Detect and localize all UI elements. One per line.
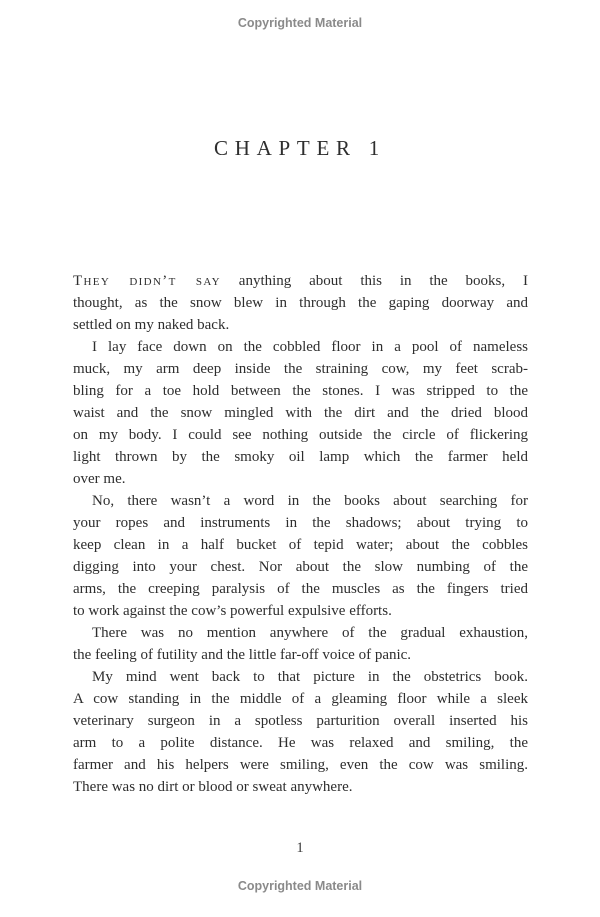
text-line: on my body. I could see nothing outside the circle of flickering (73, 427, 528, 443)
text-line: to work against the cow’s powerful expulsive efforts. (73, 603, 392, 619)
text-line: There was no dirt or blood or sweat anywhere. (73, 779, 353, 795)
smallcaps-opener: They didn’t say (73, 273, 221, 289)
text-line: over me. (73, 471, 126, 487)
text-line-rest: anything about this in the books, I (238, 273, 528, 289)
page-body-text (73, 270, 528, 798)
paragraph (73, 666, 528, 798)
text-line: digging into your chest. Nor about the slow numbing of the (73, 559, 528, 575)
copyright-banner-top: Copyrighted Material (237, 16, 363, 30)
text-line: There was no mention anywhere of the gradual exhaustion, (92, 625, 528, 641)
text-line: keep clean in a half bucket of tepid water; about the cobbles (73, 537, 528, 553)
text-line: arms, the creeping paralysis of the muscles as the fingers tried (73, 581, 528, 597)
chapter-heading: CHAPTER 1 (214, 136, 386, 160)
text-line: thought, as the snow blew in through the gaping doorway and (73, 295, 528, 311)
text-line: farmer and his helpers were smiling, even the cow was smiling. (73, 757, 528, 773)
text-line: My mind went back to that picture in the obstetrics book. (92, 669, 528, 685)
text-line: settled on my naked back. (73, 317, 230, 333)
text-line: your ropes and instruments in the shadows; about trying to (73, 515, 528, 531)
text-line: A cow standing in the middle of a gleaming floor while a sleek (73, 691, 528, 707)
copyright-banner-bottom: Copyrighted Material (237, 879, 363, 893)
page-number: 1 (296, 840, 304, 856)
text-line: the feeling of futility and the little far-off voice of panic. (73, 647, 412, 663)
text-line: bling for a toe hold between the stones. I was stripped to the (73, 383, 528, 399)
paragraph (73, 270, 528, 336)
text-line (73, 270, 528, 292)
text-line: I lay face down on the cobbled floor in a pool of nameless (92, 339, 528, 355)
text-line: No, there wasn’t a word in the books about searching for (92, 493, 528, 509)
paragraph (73, 490, 528, 622)
text-line: veterinary surgeon in a spotless parturition overall inserted his (73, 713, 528, 729)
text-line: light thrown by the smoky oil lamp which the farmer held (73, 449, 528, 465)
text-line: arm to a polite distance. He was relaxed and smiling, the (73, 735, 528, 751)
paragraph (73, 336, 528, 490)
paragraph (73, 622, 528, 666)
text-line: muck, my arm deep inside the straining cow, my feet scrab- (73, 361, 528, 377)
text-line: waist and the snow mingled with the dirt and the dried blood (73, 405, 528, 421)
